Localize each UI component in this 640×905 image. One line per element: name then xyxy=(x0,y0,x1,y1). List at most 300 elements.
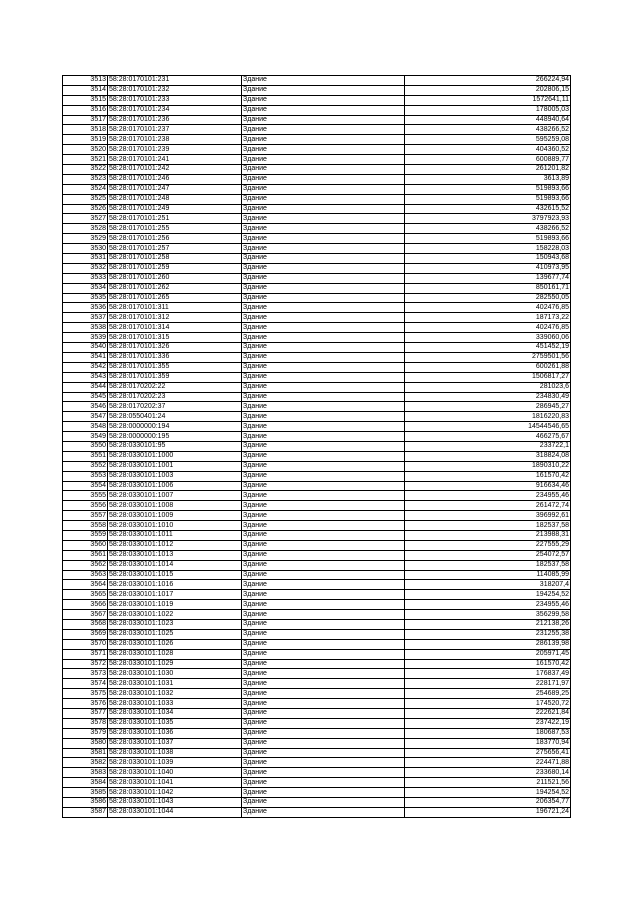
table-row xyxy=(63,619,571,629)
table-row xyxy=(63,441,571,451)
cadastral-value-cell: 222621,84 xyxy=(405,709,571,719)
row-number-cell: 3582 xyxy=(63,758,108,768)
cadastral-number-cell: 58:28:0170101:234 xyxy=(108,105,242,115)
cadastral-value-cell: 213988,31 xyxy=(405,530,571,540)
row-number-cell: 3552 xyxy=(63,461,108,471)
cadastral-value-cell: 206354,77 xyxy=(405,798,571,808)
table-row xyxy=(63,432,571,442)
row-number-cell: 3517 xyxy=(63,115,108,125)
row-number-cell: 3550 xyxy=(63,441,108,451)
cadastral-value-cell: 180687,53 xyxy=(405,728,571,738)
cadastral-number-cell: 58:28:0170101:315 xyxy=(108,333,242,343)
row-number-cell: 3518 xyxy=(63,125,108,135)
row-number-cell: 3533 xyxy=(63,273,108,283)
object-type-cell: Здание xyxy=(242,778,405,788)
row-number-cell: 3563 xyxy=(63,570,108,580)
cadastral-number-cell: 58:28:0330101:1023 xyxy=(108,619,242,629)
cadastral-number-cell: 58:28:0170101:258 xyxy=(108,254,242,264)
cadastral-number-cell: 58:28:0170101:239 xyxy=(108,145,242,155)
row-number-cell: 3556 xyxy=(63,501,108,511)
cadastral-number-cell: 58:28:0330101:1016 xyxy=(108,580,242,590)
row-number-cell: 3554 xyxy=(63,481,108,491)
table-row xyxy=(63,481,571,491)
cadastral-number-cell: 58:28:0330101:1042 xyxy=(108,788,242,798)
table-row xyxy=(63,352,571,362)
table-row xyxy=(63,234,571,244)
object-type-cell: Здание xyxy=(242,135,405,145)
cadastral-value-cell: 3797923,93 xyxy=(405,214,571,224)
cadastral-number-cell: 58:28:0170101:236 xyxy=(108,115,242,125)
object-type-cell: Здание xyxy=(242,669,405,679)
object-type-cell: Здание xyxy=(242,540,405,550)
table-row xyxy=(63,422,571,432)
cadastral-value-cell: 356299,58 xyxy=(405,610,571,620)
cadastral-value-cell: 176837,49 xyxy=(405,669,571,679)
object-type-cell: Здание xyxy=(242,441,405,451)
row-number-cell: 3523 xyxy=(63,174,108,184)
row-number-cell: 3535 xyxy=(63,293,108,303)
object-type-cell: Здание xyxy=(242,234,405,244)
cadastral-value-table xyxy=(62,75,571,818)
cadastral-number-cell: 58:28:0170101:259 xyxy=(108,263,242,273)
table-row xyxy=(63,333,571,343)
object-type-cell: Здание xyxy=(242,451,405,461)
cadastral-number-cell: 58:28:0170101:326 xyxy=(108,343,242,353)
table-row xyxy=(63,372,571,382)
row-number-cell: 3576 xyxy=(63,699,108,709)
cadastral-value-cell: 281023,6 xyxy=(405,382,571,392)
cadastral-number-cell: 58:28:0330101:1028 xyxy=(108,649,242,659)
cadastral-number-cell: 58:28:0330101:1039 xyxy=(108,758,242,768)
row-number-cell: 3559 xyxy=(63,530,108,540)
row-number-cell: 3528 xyxy=(63,224,108,234)
table-row xyxy=(63,550,571,560)
row-number-cell: 3547 xyxy=(63,412,108,422)
table-row xyxy=(63,451,571,461)
object-type-cell: Здание xyxy=(242,461,405,471)
row-number-cell: 3542 xyxy=(63,362,108,372)
row-number-cell: 3553 xyxy=(63,471,108,481)
cadastral-value-cell: 595259,08 xyxy=(405,135,571,145)
table-row xyxy=(63,540,571,550)
cadastral-value-cell: 1506817,27 xyxy=(405,372,571,382)
object-type-cell: Здание xyxy=(242,728,405,738)
object-type-cell: Здание xyxy=(242,788,405,798)
object-type-cell: Здание xyxy=(242,709,405,719)
cadastral-value-cell: 466275,67 xyxy=(405,432,571,442)
row-number-cell: 3551 xyxy=(63,451,108,461)
table-row xyxy=(63,224,571,234)
cadastral-value-cell: 150943,68 xyxy=(405,254,571,264)
row-number-cell: 3531 xyxy=(63,254,108,264)
cadastral-value-cell: 202806,15 xyxy=(405,85,571,95)
row-number-cell: 3521 xyxy=(63,155,108,165)
cadastral-value-cell: 275656,41 xyxy=(405,748,571,758)
cadastral-value-cell: 233680,14 xyxy=(405,768,571,778)
row-number-cell: 3538 xyxy=(63,323,108,333)
cadastral-number-cell: 58:28:0330101:1032 xyxy=(108,689,242,699)
row-number-cell: 3581 xyxy=(63,748,108,758)
object-type-cell: Здание xyxy=(242,283,405,293)
object-type-cell: Здание xyxy=(242,649,405,659)
cadastral-number-cell: 58:28:0170101:231 xyxy=(108,76,242,86)
object-type-cell: Здание xyxy=(242,352,405,362)
table-row xyxy=(63,313,571,323)
cadastral-value-cell: 402476,85 xyxy=(405,323,571,333)
object-type-cell: Здание xyxy=(242,95,405,105)
cadastral-value-cell: 519893,66 xyxy=(405,194,571,204)
cadastral-value-cell: 231255,38 xyxy=(405,629,571,639)
row-number-cell: 3541 xyxy=(63,352,108,362)
cadastral-value-cell: 286945,27 xyxy=(405,402,571,412)
cadastral-value-cell: 261472,74 xyxy=(405,501,571,511)
table-row xyxy=(63,511,571,521)
object-type-cell: Здание xyxy=(242,362,405,372)
cadastral-number-cell: 58:28:0550401:24 xyxy=(108,412,242,422)
object-type-cell: Здание xyxy=(242,679,405,689)
cadastral-value-cell: 211521,56 xyxy=(405,778,571,788)
object-type-cell: Здание xyxy=(242,511,405,521)
table-row xyxy=(63,125,571,135)
table-row xyxy=(63,283,571,293)
row-number-cell: 3585 xyxy=(63,788,108,798)
object-type-cell: Здание xyxy=(242,689,405,699)
cadastral-number-cell: 58:28:0170101:312 xyxy=(108,313,242,323)
cadastral-number-cell: 58:28:0330101:1007 xyxy=(108,491,242,501)
table-row xyxy=(63,402,571,412)
object-type-cell: Здание xyxy=(242,273,405,283)
object-type-cell: Здание xyxy=(242,560,405,570)
row-number-cell: 3584 xyxy=(63,778,108,788)
object-type-cell: Здание xyxy=(242,244,405,254)
row-number-cell: 3544 xyxy=(63,382,108,392)
object-type-cell: Здание xyxy=(242,610,405,620)
object-type-cell: Здание xyxy=(242,224,405,234)
cadastral-value-cell: 194254,52 xyxy=(405,788,571,798)
row-number-cell: 3548 xyxy=(63,422,108,432)
cadastral-number-cell: 58:28:0330101:1030 xyxy=(108,669,242,679)
object-type-cell: Здание xyxy=(242,194,405,204)
cadastral-number-cell: 58:28:0330101:1033 xyxy=(108,699,242,709)
cadastral-value-cell: 286139,98 xyxy=(405,639,571,649)
cadastral-number-cell: 58:28:0170101:247 xyxy=(108,184,242,194)
cadastral-number-cell: 58:28:0170101:355 xyxy=(108,362,242,372)
cadastral-value-cell: 212138,26 xyxy=(405,619,571,629)
cadastral-number-cell: 58:28:0170101:242 xyxy=(108,165,242,175)
object-type-cell: Здание xyxy=(242,521,405,531)
row-number-cell: 3567 xyxy=(63,610,108,620)
cadastral-value-cell: 254072,57 xyxy=(405,550,571,560)
table-row xyxy=(63,412,571,422)
table-row xyxy=(63,165,571,175)
row-number-cell: 3549 xyxy=(63,432,108,442)
object-type-cell: Здание xyxy=(242,600,405,610)
table-row xyxy=(63,560,571,570)
cadastral-number-cell: 58:28:0330101:1026 xyxy=(108,639,242,649)
cadastral-value-cell: 194254,52 xyxy=(405,590,571,600)
object-type-cell: Здание xyxy=(242,758,405,768)
cadastral-value-cell: 1572641,11 xyxy=(405,95,571,105)
row-number-cell: 3564 xyxy=(63,580,108,590)
cadastral-value-cell: 266224,94 xyxy=(405,76,571,86)
table-row xyxy=(63,501,571,511)
object-type-cell: Здание xyxy=(242,798,405,808)
row-number-cell: 3527 xyxy=(63,214,108,224)
table-row xyxy=(63,649,571,659)
cadastral-number-cell: 58:28:0330101:1025 xyxy=(108,629,242,639)
cadastral-number-cell: 58:28:0000000:195 xyxy=(108,432,242,442)
cadastral-number-cell: 58:28:0170101:246 xyxy=(108,174,242,184)
cadastral-value-cell: 178005,03 xyxy=(405,105,571,115)
row-number-cell: 3555 xyxy=(63,491,108,501)
table-row xyxy=(63,273,571,283)
cadastral-number-cell: 58:28:0170202:22 xyxy=(108,382,242,392)
table-row xyxy=(63,768,571,778)
row-number-cell: 3574 xyxy=(63,679,108,689)
row-number-cell: 3525 xyxy=(63,194,108,204)
cadastral-value-cell: 318824,08 xyxy=(405,451,571,461)
cadastral-value-cell: 451452,19 xyxy=(405,343,571,353)
table-row xyxy=(63,590,571,600)
object-type-cell: Здание xyxy=(242,629,405,639)
object-type-cell: Здание xyxy=(242,165,405,175)
table-row xyxy=(63,95,571,105)
object-type-cell: Здание xyxy=(242,323,405,333)
cadastral-number-cell: 58:28:0330101:1009 xyxy=(108,511,242,521)
row-number-cell: 3540 xyxy=(63,343,108,353)
cadastral-value-cell: 182537,58 xyxy=(405,560,571,570)
row-number-cell: 3578 xyxy=(63,718,108,728)
cadastral-number-cell: 58:28:0330101:1008 xyxy=(108,501,242,511)
object-type-cell: Здание xyxy=(242,580,405,590)
object-type-cell: Здание xyxy=(242,807,405,817)
cadastral-number-cell: 58:28:0330101:1035 xyxy=(108,718,242,728)
cadastral-value-cell: 174520,72 xyxy=(405,699,571,709)
object-type-cell: Здание xyxy=(242,590,405,600)
cadastral-number-cell: 58:28:0330101:1038 xyxy=(108,748,242,758)
cadastral-value-cell: 224471,88 xyxy=(405,758,571,768)
object-type-cell: Здание xyxy=(242,372,405,382)
row-number-cell: 3573 xyxy=(63,669,108,679)
row-number-cell: 3570 xyxy=(63,639,108,649)
cadastral-number-cell: 58:28:0170101:249 xyxy=(108,204,242,214)
object-type-cell: Здание xyxy=(242,748,405,758)
row-number-cell: 3580 xyxy=(63,738,108,748)
object-type-cell: Здание xyxy=(242,174,405,184)
cadastral-value-cell: 139677,74 xyxy=(405,273,571,283)
row-number-cell: 3526 xyxy=(63,204,108,214)
object-type-cell: Здание xyxy=(242,204,405,214)
cadastral-number-cell: 58:28:0330101:1014 xyxy=(108,560,242,570)
cadastral-value-cell: 600261,88 xyxy=(405,362,571,372)
cadastral-number-cell: 58:28:0330101:1006 xyxy=(108,481,242,491)
object-type-cell: Здание xyxy=(242,105,405,115)
object-type-cell: Здание xyxy=(242,145,405,155)
object-type-cell: Здание xyxy=(242,155,405,165)
cadastral-value-cell: 339060,06 xyxy=(405,333,571,343)
cadastral-value-cell: 234955,46 xyxy=(405,491,571,501)
cadastral-number-cell: 58:28:0170101:262 xyxy=(108,283,242,293)
cadastral-number-cell: 58:28:0330101:1011 xyxy=(108,530,242,540)
table-row xyxy=(63,204,571,214)
table-row xyxy=(63,580,571,590)
cadastral-number-cell: 58:28:0170101:241 xyxy=(108,155,242,165)
row-number-cell: 3516 xyxy=(63,105,108,115)
object-type-cell: Здание xyxy=(242,293,405,303)
row-number-cell: 3543 xyxy=(63,372,108,382)
object-type-cell: Здание xyxy=(242,254,405,264)
table-row xyxy=(63,343,571,353)
cadastral-value-cell: 1816220,83 xyxy=(405,412,571,422)
cadastral-number-cell: 58:28:0170101:237 xyxy=(108,125,242,135)
row-number-cell: 3587 xyxy=(63,807,108,817)
table-row xyxy=(63,471,571,481)
table-row xyxy=(63,748,571,758)
cadastral-value-cell: 196721,24 xyxy=(405,807,571,817)
cadastral-value-cell: 396992,61 xyxy=(405,511,571,521)
cadastral-number-cell: 58:28:0330101:1041 xyxy=(108,778,242,788)
table-row xyxy=(63,254,571,264)
object-type-cell: Здание xyxy=(242,422,405,432)
table-row xyxy=(63,798,571,808)
cadastral-number-cell: 58:28:0170101:251 xyxy=(108,214,242,224)
row-number-cell: 3565 xyxy=(63,590,108,600)
object-type-cell: Здание xyxy=(242,76,405,86)
table-row xyxy=(63,728,571,738)
cadastral-number-cell: 58:28:0330101:1036 xyxy=(108,728,242,738)
table-row xyxy=(63,718,571,728)
cadastral-value-cell: 3613,89 xyxy=(405,174,571,184)
object-type-cell: Здание xyxy=(242,402,405,412)
cadastral-value-cell: 318207,4 xyxy=(405,580,571,590)
object-type-cell: Здание xyxy=(242,491,405,501)
cadastral-value-cell: 234955,46 xyxy=(405,600,571,610)
row-number-cell: 3571 xyxy=(63,649,108,659)
object-type-cell: Здание xyxy=(242,501,405,511)
cadastral-value-cell: 850161,71 xyxy=(405,283,571,293)
object-type-cell: Здание xyxy=(242,550,405,560)
object-type-cell: Здание xyxy=(242,432,405,442)
table-row xyxy=(63,521,571,531)
cadastral-value-cell: 254689,25 xyxy=(405,689,571,699)
cadastral-value-cell: 182537,58 xyxy=(405,521,571,531)
row-number-cell: 3530 xyxy=(63,244,108,254)
row-number-cell: 3560 xyxy=(63,540,108,550)
cadastral-number-cell: 58:28:0330101:1040 xyxy=(108,768,242,778)
table-row xyxy=(63,570,571,580)
cadastral-value-cell: 228171,97 xyxy=(405,679,571,689)
row-number-cell: 3537 xyxy=(63,313,108,323)
table-row xyxy=(63,382,571,392)
object-type-cell: Здание xyxy=(242,619,405,629)
row-number-cell: 3569 xyxy=(63,629,108,639)
object-type-cell: Здание xyxy=(242,263,405,273)
cadastral-value-cell: 227555,29 xyxy=(405,540,571,550)
cadastral-number-cell: 58:28:0330101:1022 xyxy=(108,610,242,620)
row-number-cell: 3532 xyxy=(63,263,108,273)
table-row xyxy=(63,184,571,194)
cadastral-value-cell: 404360,52 xyxy=(405,145,571,155)
row-number-cell: 3524 xyxy=(63,184,108,194)
object-type-cell: Здание xyxy=(242,412,405,422)
row-number-cell: 3545 xyxy=(63,392,108,402)
cadastral-number-cell: 58:28:0170101:256 xyxy=(108,234,242,244)
row-number-cell: 3586 xyxy=(63,798,108,808)
row-number-cell: 3520 xyxy=(63,145,108,155)
row-number-cell: 3575 xyxy=(63,689,108,699)
cadastral-number-cell: 58:28:0330101:1043 xyxy=(108,798,242,808)
table-row xyxy=(63,758,571,768)
cadastral-value-cell: 161570,42 xyxy=(405,659,571,669)
cadastral-number-cell: 58:28:0170101:255 xyxy=(108,224,242,234)
table-row xyxy=(63,323,571,333)
row-number-cell: 3513 xyxy=(63,76,108,86)
cadastral-value-cell: 237422,19 xyxy=(405,718,571,728)
table-row xyxy=(63,303,571,313)
table-row xyxy=(63,807,571,817)
cadastral-number-cell: 58:28:0000000:194 xyxy=(108,422,242,432)
cadastral-value-cell: 519893,66 xyxy=(405,234,571,244)
object-type-cell: Здание xyxy=(242,85,405,95)
table-row xyxy=(63,145,571,155)
object-type-cell: Здание xyxy=(242,768,405,778)
table-row xyxy=(63,699,571,709)
table-row xyxy=(63,135,571,145)
object-type-cell: Здание xyxy=(242,313,405,323)
cadastral-value-cell: 183770,94 xyxy=(405,738,571,748)
row-number-cell: 3577 xyxy=(63,709,108,719)
cadastral-number-cell: 58:28:0330101:1037 xyxy=(108,738,242,748)
cadastral-value-cell: 2759501,56 xyxy=(405,352,571,362)
table-row xyxy=(63,174,571,184)
cadastral-value-cell: 233722,1 xyxy=(405,441,571,451)
table-row xyxy=(63,115,571,125)
row-number-cell: 3579 xyxy=(63,728,108,738)
table-row xyxy=(63,244,571,254)
table-row xyxy=(63,76,571,86)
table-row xyxy=(63,709,571,719)
cadastral-number-cell: 58:28:0170101:233 xyxy=(108,95,242,105)
cadastral-value-cell: 205971,45 xyxy=(405,649,571,659)
row-number-cell: 3566 xyxy=(63,600,108,610)
row-number-cell: 3561 xyxy=(63,550,108,560)
table-row xyxy=(63,293,571,303)
cadastral-value-cell: 402476,85 xyxy=(405,303,571,313)
cadastral-value-cell: 448940,64 xyxy=(405,115,571,125)
object-type-cell: Здание xyxy=(242,718,405,728)
table-row xyxy=(63,669,571,679)
cadastral-number-cell: 58:28:0170101:311 xyxy=(108,303,242,313)
object-type-cell: Здание xyxy=(242,738,405,748)
table-row xyxy=(63,788,571,798)
cadastral-number-cell: 58:28:0330101:1017 xyxy=(108,590,242,600)
cadastral-value-cell: 187173,22 xyxy=(405,313,571,323)
object-type-cell: Здание xyxy=(242,570,405,580)
cadastral-value-cell: 438266,52 xyxy=(405,224,571,234)
object-type-cell: Здание xyxy=(242,343,405,353)
cadastral-number-cell: 58:28:0330101:1019 xyxy=(108,600,242,610)
cadastral-value-cell: 916634,46 xyxy=(405,481,571,491)
object-type-cell: Здание xyxy=(242,699,405,709)
table-row xyxy=(63,778,571,788)
cadastral-number-cell: 58:28:0330101:1029 xyxy=(108,659,242,669)
cadastral-number-cell: 58:28:0170101:257 xyxy=(108,244,242,254)
table-row xyxy=(63,214,571,224)
table-row xyxy=(63,738,571,748)
cadastral-number-cell: 58:28:0330101:1001 xyxy=(108,461,242,471)
object-type-cell: Здание xyxy=(242,481,405,491)
row-number-cell: 3519 xyxy=(63,135,108,145)
